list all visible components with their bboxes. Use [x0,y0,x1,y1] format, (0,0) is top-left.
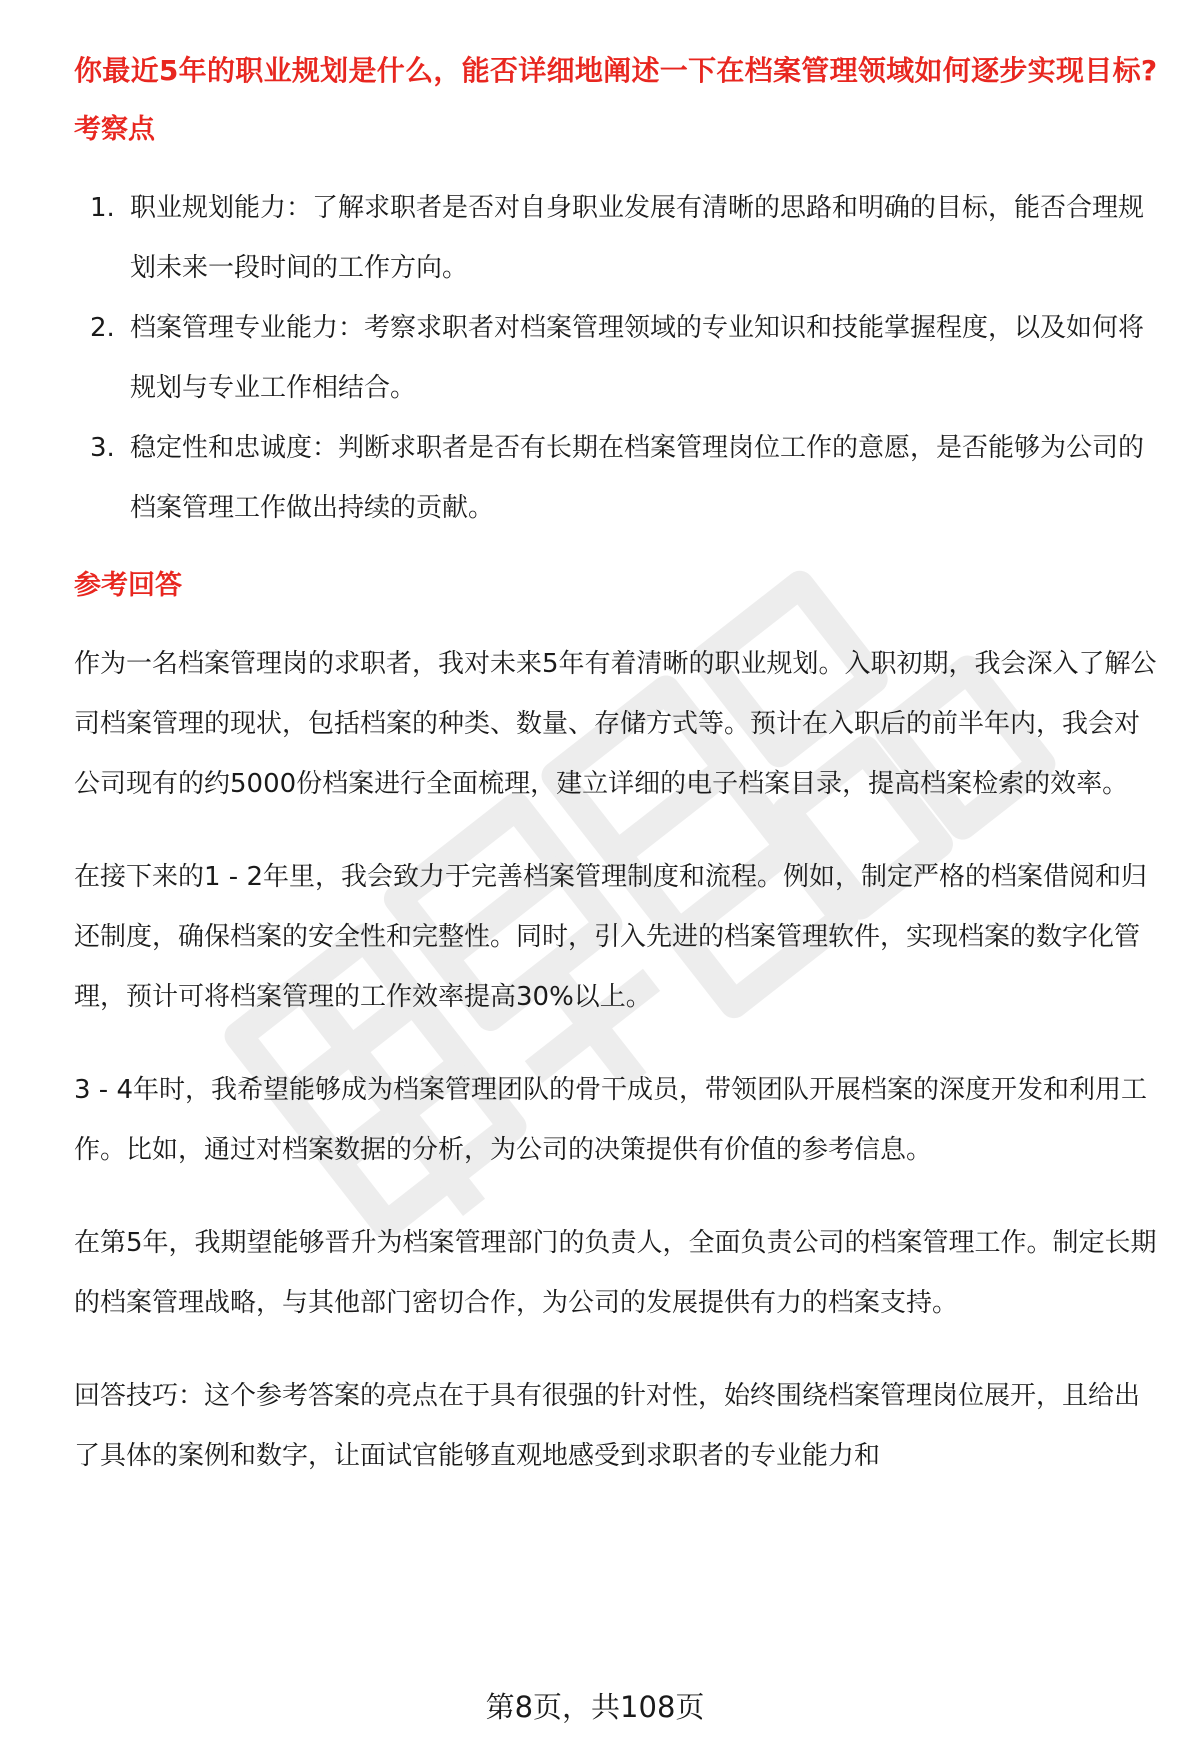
content-area [74,52,1164,1486]
answer-paragraph: 3 - 4年时，我希望能够成为档案管理团队的骨干成员，带领团队开展档案的深度开发和利用工作。比如，通过对档案数据的分析，为公司的决策提供有价值的参考信息。 [74,1075,1147,1165]
list-item-number: 3. [90,433,115,463]
list-item [74,298,1164,418]
list-item [74,178,1164,298]
assessment-points-list [74,178,1164,538]
page-number-footer: 第8页，共108页 [485,1690,705,1724]
list-item-number: 1. [90,193,115,223]
answer-tips-paragraph: 回答技巧：这个参考答案的亮点在于具有很强的针对性，始终围绕档案管理岗位展开，且给出了具体的案例和数字，让面试官能够直观地感受到求职者的专业能力和 [74,1381,1141,1471]
question-heading: 你最近5年的职业规划是什么，能否详细地阐述一下在档案管理领域如何逐步实现目标? [74,54,1158,87]
section-title-kaochadian: 考察点 [74,114,155,145]
answer-paragraph: 作为一名档案管理岗的求职者，我对未来5年有着清晰的职业规划。入职初期，我会深入了解公司档案管理的现状，包括档案的种类、数量、存储方式等。预计在入职后的前半年内，我会对公司现有的约5000份档案进行全面梳理，建立详细的电子档案目录，提高档案检索的效率。 [74,649,1157,799]
list-item-number: 2. [90,313,115,343]
answer-paragraph: 在第5年，我期望能够晋升为档案管理部门的负责人，全面负责公司的档案管理工作。制定长期的档案管理战略，与其他部门密切合作，为公司的发展提供有力的档案支持。 [74,1228,1157,1318]
list-item-text: 职业规划能力：了解求职者是否对自身职业发展有清晰的思路和明确的目标，能否合理规划未来一段时间的工作方向。 [130,193,1145,283]
answer-paragraph: 在接下来的1 - 2年里，我会致力于完善档案管理制度和流程。例如，制定严格的档案借阅和归还制度，确保档案的安全性和完整性。同时，引入先进的档案管理软件，实现档案的数字化管理，预计可将档案管理的工作效率提高30%以上。 [74,862,1147,1012]
list-item-text: 稳定性和忠诚度：判断求职者是否有长期在档案管理岗位工作的意愿，是否能够为公司的档案管理工作做出持续的贡献。 [130,433,1145,523]
section-title-cankao: 参考回答 [74,570,182,601]
list-item-text: 档案管理专业能力：考察求职者对档案管理领域的专业知识和技能掌握程度，以及如何将规划与专业工作相结合。 [130,313,1145,403]
list-item [74,418,1164,538]
